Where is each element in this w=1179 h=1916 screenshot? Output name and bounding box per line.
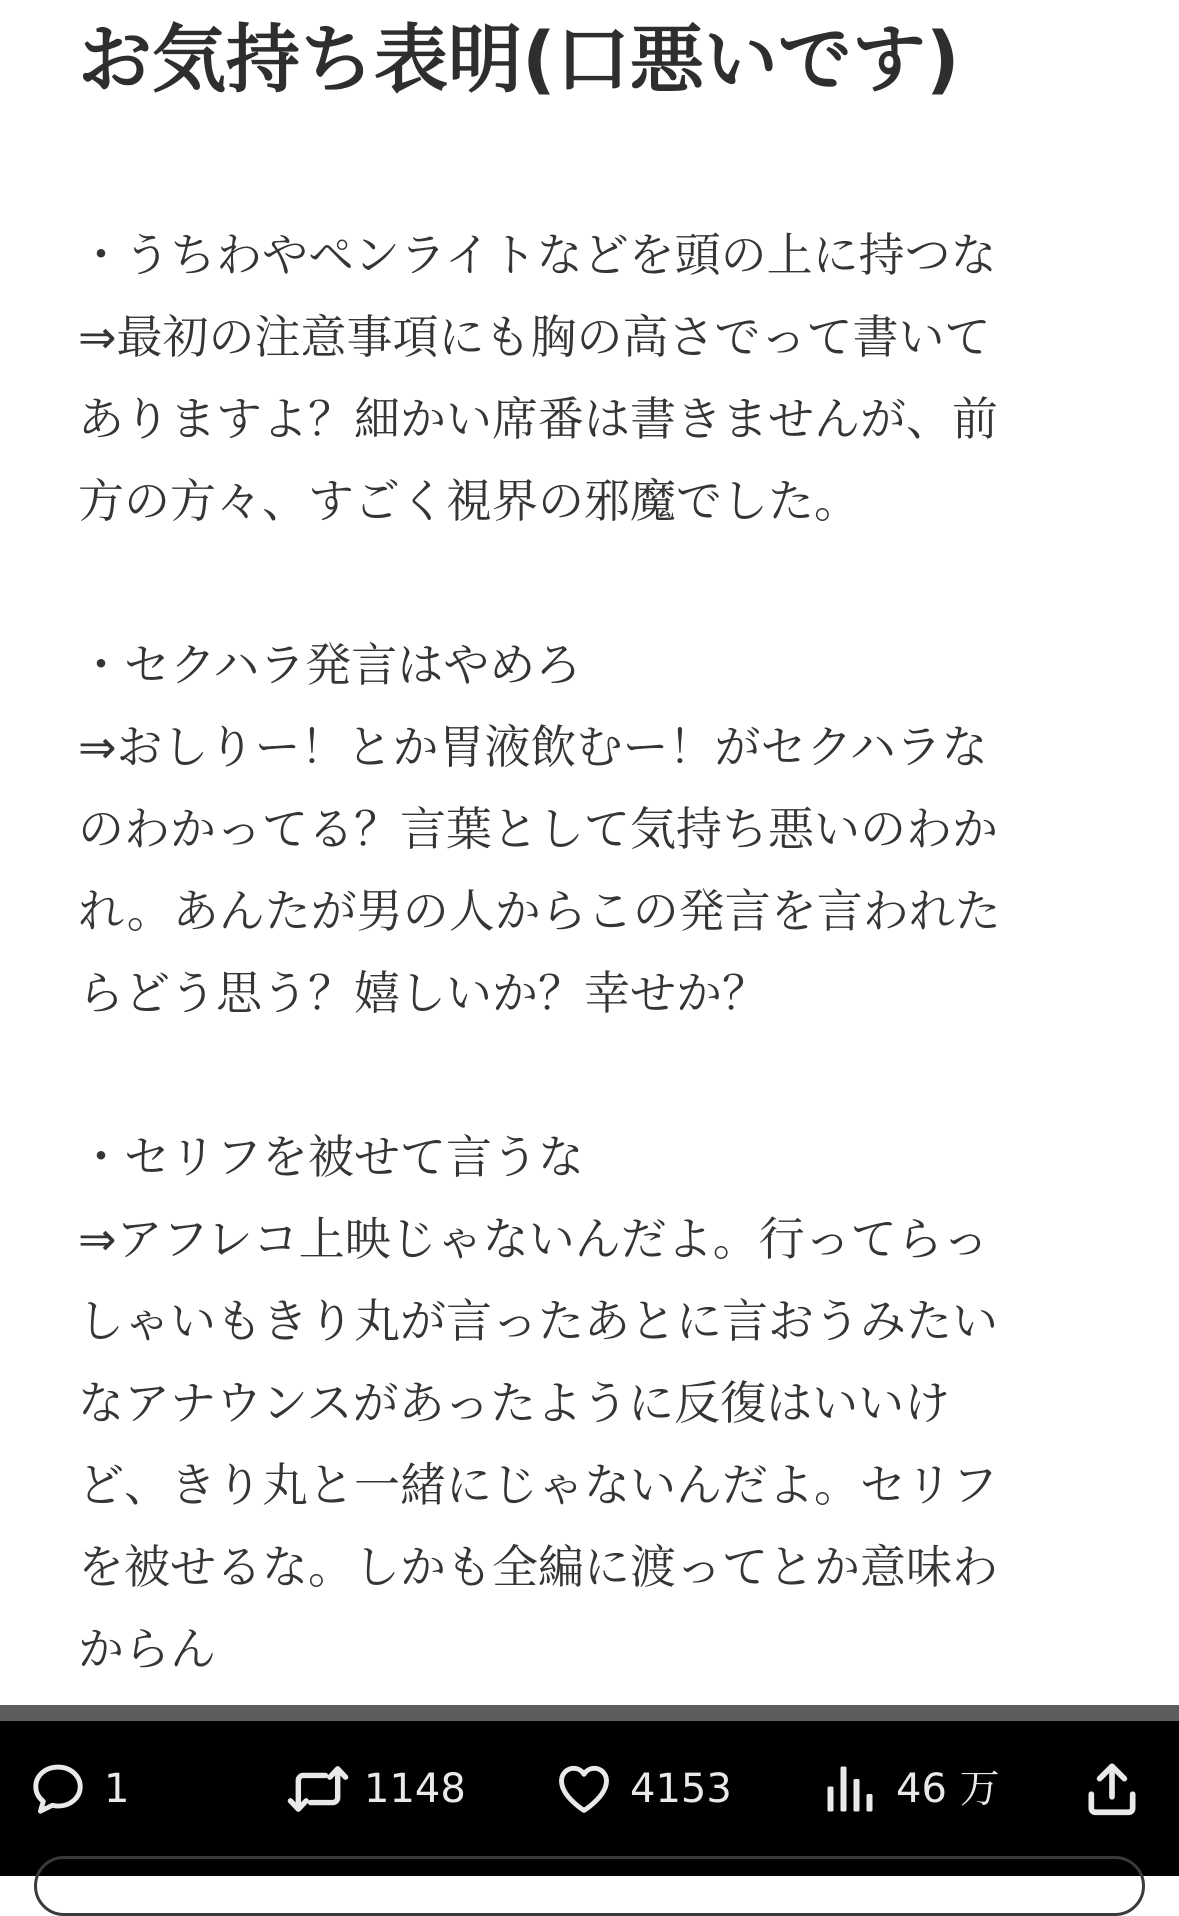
post-line: ・セクハラ発言はやめろ — [78, 638, 582, 692]
content-divider — [0, 1705, 1179, 1721]
views-icon — [818, 1757, 882, 1821]
post-line: しゃいもきり丸が言ったあとに言おうみたい — [78, 1294, 998, 1348]
views-count: 46 万 — [896, 1766, 1000, 1812]
post-title: お気持ち表明(口悪いです) — [78, 17, 960, 103]
post-line: れ。あんたが男の人からこの発言を言われた — [78, 884, 1001, 938]
post-line: からん — [78, 1622, 216, 1676]
post-line: ・うちわやペンライトなどを頭の上に持つな — [78, 228, 997, 282]
post-section-1 — [78, 214, 1118, 542]
views-button[interactable] — [818, 1741, 1000, 1837]
action-bar — [0, 1721, 1179, 1876]
share-icon — [1080, 1757, 1144, 1821]
heart-icon — [552, 1757, 616, 1821]
like-count: 4153 — [630, 1766, 732, 1812]
post-line: らどう思う？嬉しいか？幸せか？ — [78, 966, 768, 1020]
like-button[interactable] — [552, 1741, 732, 1837]
repost-icon — [286, 1757, 350, 1821]
post-line: ど、きり丸と一緒にじゃないんだよ。セリフ — [78, 1458, 998, 1512]
post-line: を被せるな。しかも全編に渡ってとか意味わ — [78, 1540, 998, 1594]
post-line: ⇒アフレコ上映じゃないんだよ。行ってらっ — [78, 1212, 989, 1266]
reply-button[interactable] — [26, 1741, 129, 1837]
post-line: 方の方々、すごく視界の邪魔でした。 — [78, 474, 860, 528]
share-button[interactable] — [1080, 1741, 1144, 1837]
post-line: ・セリフを被せて言うな — [78, 1130, 584, 1184]
reply-count: 1 — [104, 1766, 130, 1812]
reply-composer[interactable] — [34, 1856, 1145, 1916]
post-line: のわかってる？言葉として気持ち悪いのわか — [78, 802, 998, 856]
post-line: ありますよ？細かい席番は書きませんが、前 — [78, 392, 998, 446]
repost-button[interactable] — [286, 1741, 466, 1837]
post-line: なアナウンスがあったように反復はいいけ — [78, 1376, 951, 1430]
post-line: ⇒おしりー！とか胃液飲むー！がセクハラな — [78, 720, 988, 774]
reply-icon — [26, 1757, 90, 1821]
post-section-2 — [78, 624, 1118, 1034]
repost-count: 1148 — [364, 1766, 466, 1812]
post-section-3 — [78, 1116, 1118, 1690]
post-line: ⇒最初の注意事項にも胸の高さでって書いて — [78, 310, 991, 364]
